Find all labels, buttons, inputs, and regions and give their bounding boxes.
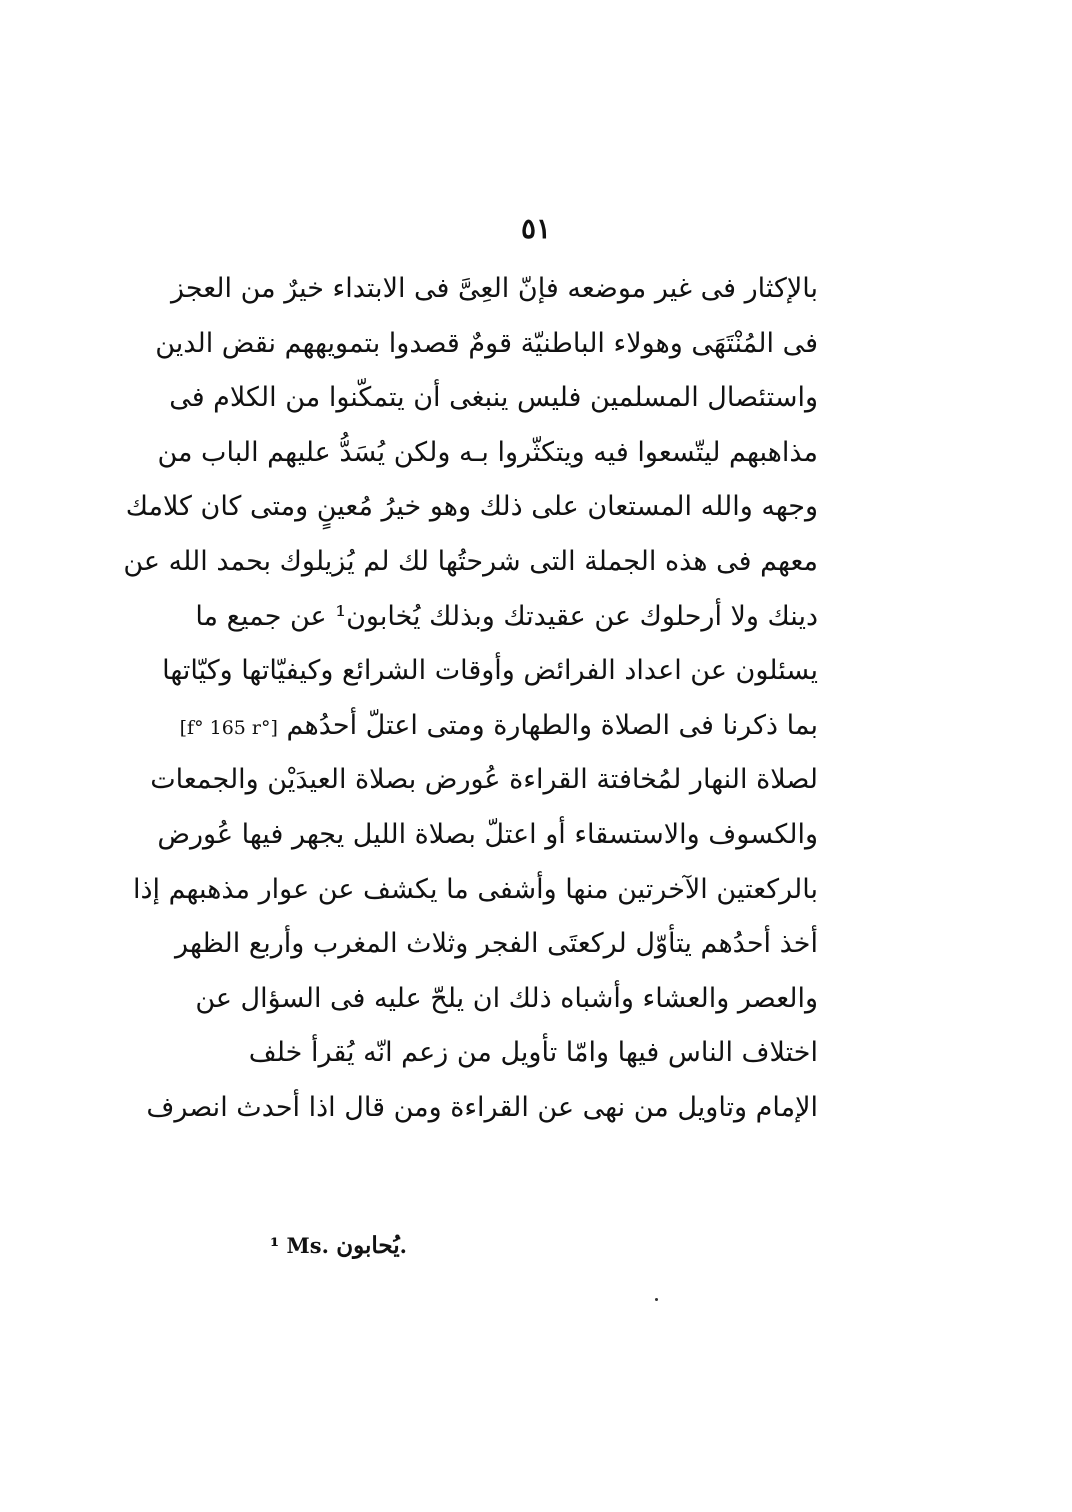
- page-number: ٥١: [520, 212, 552, 245]
- footnote: ¹ Ms. يُحابون.: [270, 1232, 407, 1259]
- footnote-variant: يُحابون: [336, 1232, 400, 1259]
- footnote-prefix: Ms.: [286, 1233, 329, 1258]
- text-line: والكسوف والاستسقاء أو اعتلّ بصلاة الليل يجهر فيها عُورض: [157, 818, 818, 850]
- text-line: لصلاة النهار لمُخافتة القراءة عُورض بصلاة العيدَيْن والجمعات: [150, 764, 818, 796]
- text-line: معهم فى هذه الجملة التى شرحتُها لك لم يُزيلوك بحمد الله عن: [123, 545, 818, 577]
- text-line: والعصر والعشاء وأشباه ذلك ان يلحّ عليه فى السؤال عن: [195, 982, 818, 1014]
- text-line: مذاهبهم ليتّسعوا فيه ويتكثّروا بـه ولكن يُسَدُّ عليهم الباب من: [157, 436, 818, 468]
- text-line: اختلاف الناس فيها وامّا تأويل من زعم انّه يُقرأ خلف: [248, 1037, 818, 1069]
- text-line: واستئصال المسلمين فليس ينبغى أن يتمكّنوا من الكلام فى: [169, 382, 818, 414]
- text-line: يسئلون عن اعداد الفرائض وأوقات الشرائع وكيفيّاتها وكيّاتها: [162, 655, 818, 687]
- main-text: [123, 262, 818, 1136]
- text-line: أخذ أحدُهم يتأوّل لركعتَى الفجر وثلاث المغرب وأربع الظهر: [175, 928, 818, 960]
- text-line: بالإكثار فى غير موضعه فإنّ العِىَّ فى الابتداء خيرٌ من العجز: [170, 273, 818, 304]
- footnote-marker: ¹: [270, 1233, 280, 1258]
- stray-mark: [655, 1298, 658, 1301]
- text-line: دينك ولا أرحلوك عن عقيدتك وبذلك يُخابون¹ عن جميع ما: [195, 600, 818, 632]
- text-line: فى المُنْتَهَى وهولاء الباطنيّة قومٌ قصدوا بتمويههم نقض الدين: [155, 327, 818, 359]
- folio-marker: [f° 165 r°]: [179, 716, 278, 739]
- text-line: الإمام وتاويل من نهى عن القراءة ومن قال اذا أحدث انصرف: [146, 1091, 818, 1123]
- text-line-with-folio: [179, 699, 818, 754]
- text-line: بالركعتين الآخرتين منها وأشفى ما يكشف عن عوار مذهبهم إذا: [132, 873, 818, 905]
- text-line: وجهه والله المستعان على ذلك وهو خيرُ مُعينٍ ومتى كان كلامك: [125, 491, 818, 523]
- line-text: بما ذكرنا فى الصلاة والطهارة ومتى اعتلّ أحدُهم: [286, 709, 818, 741]
